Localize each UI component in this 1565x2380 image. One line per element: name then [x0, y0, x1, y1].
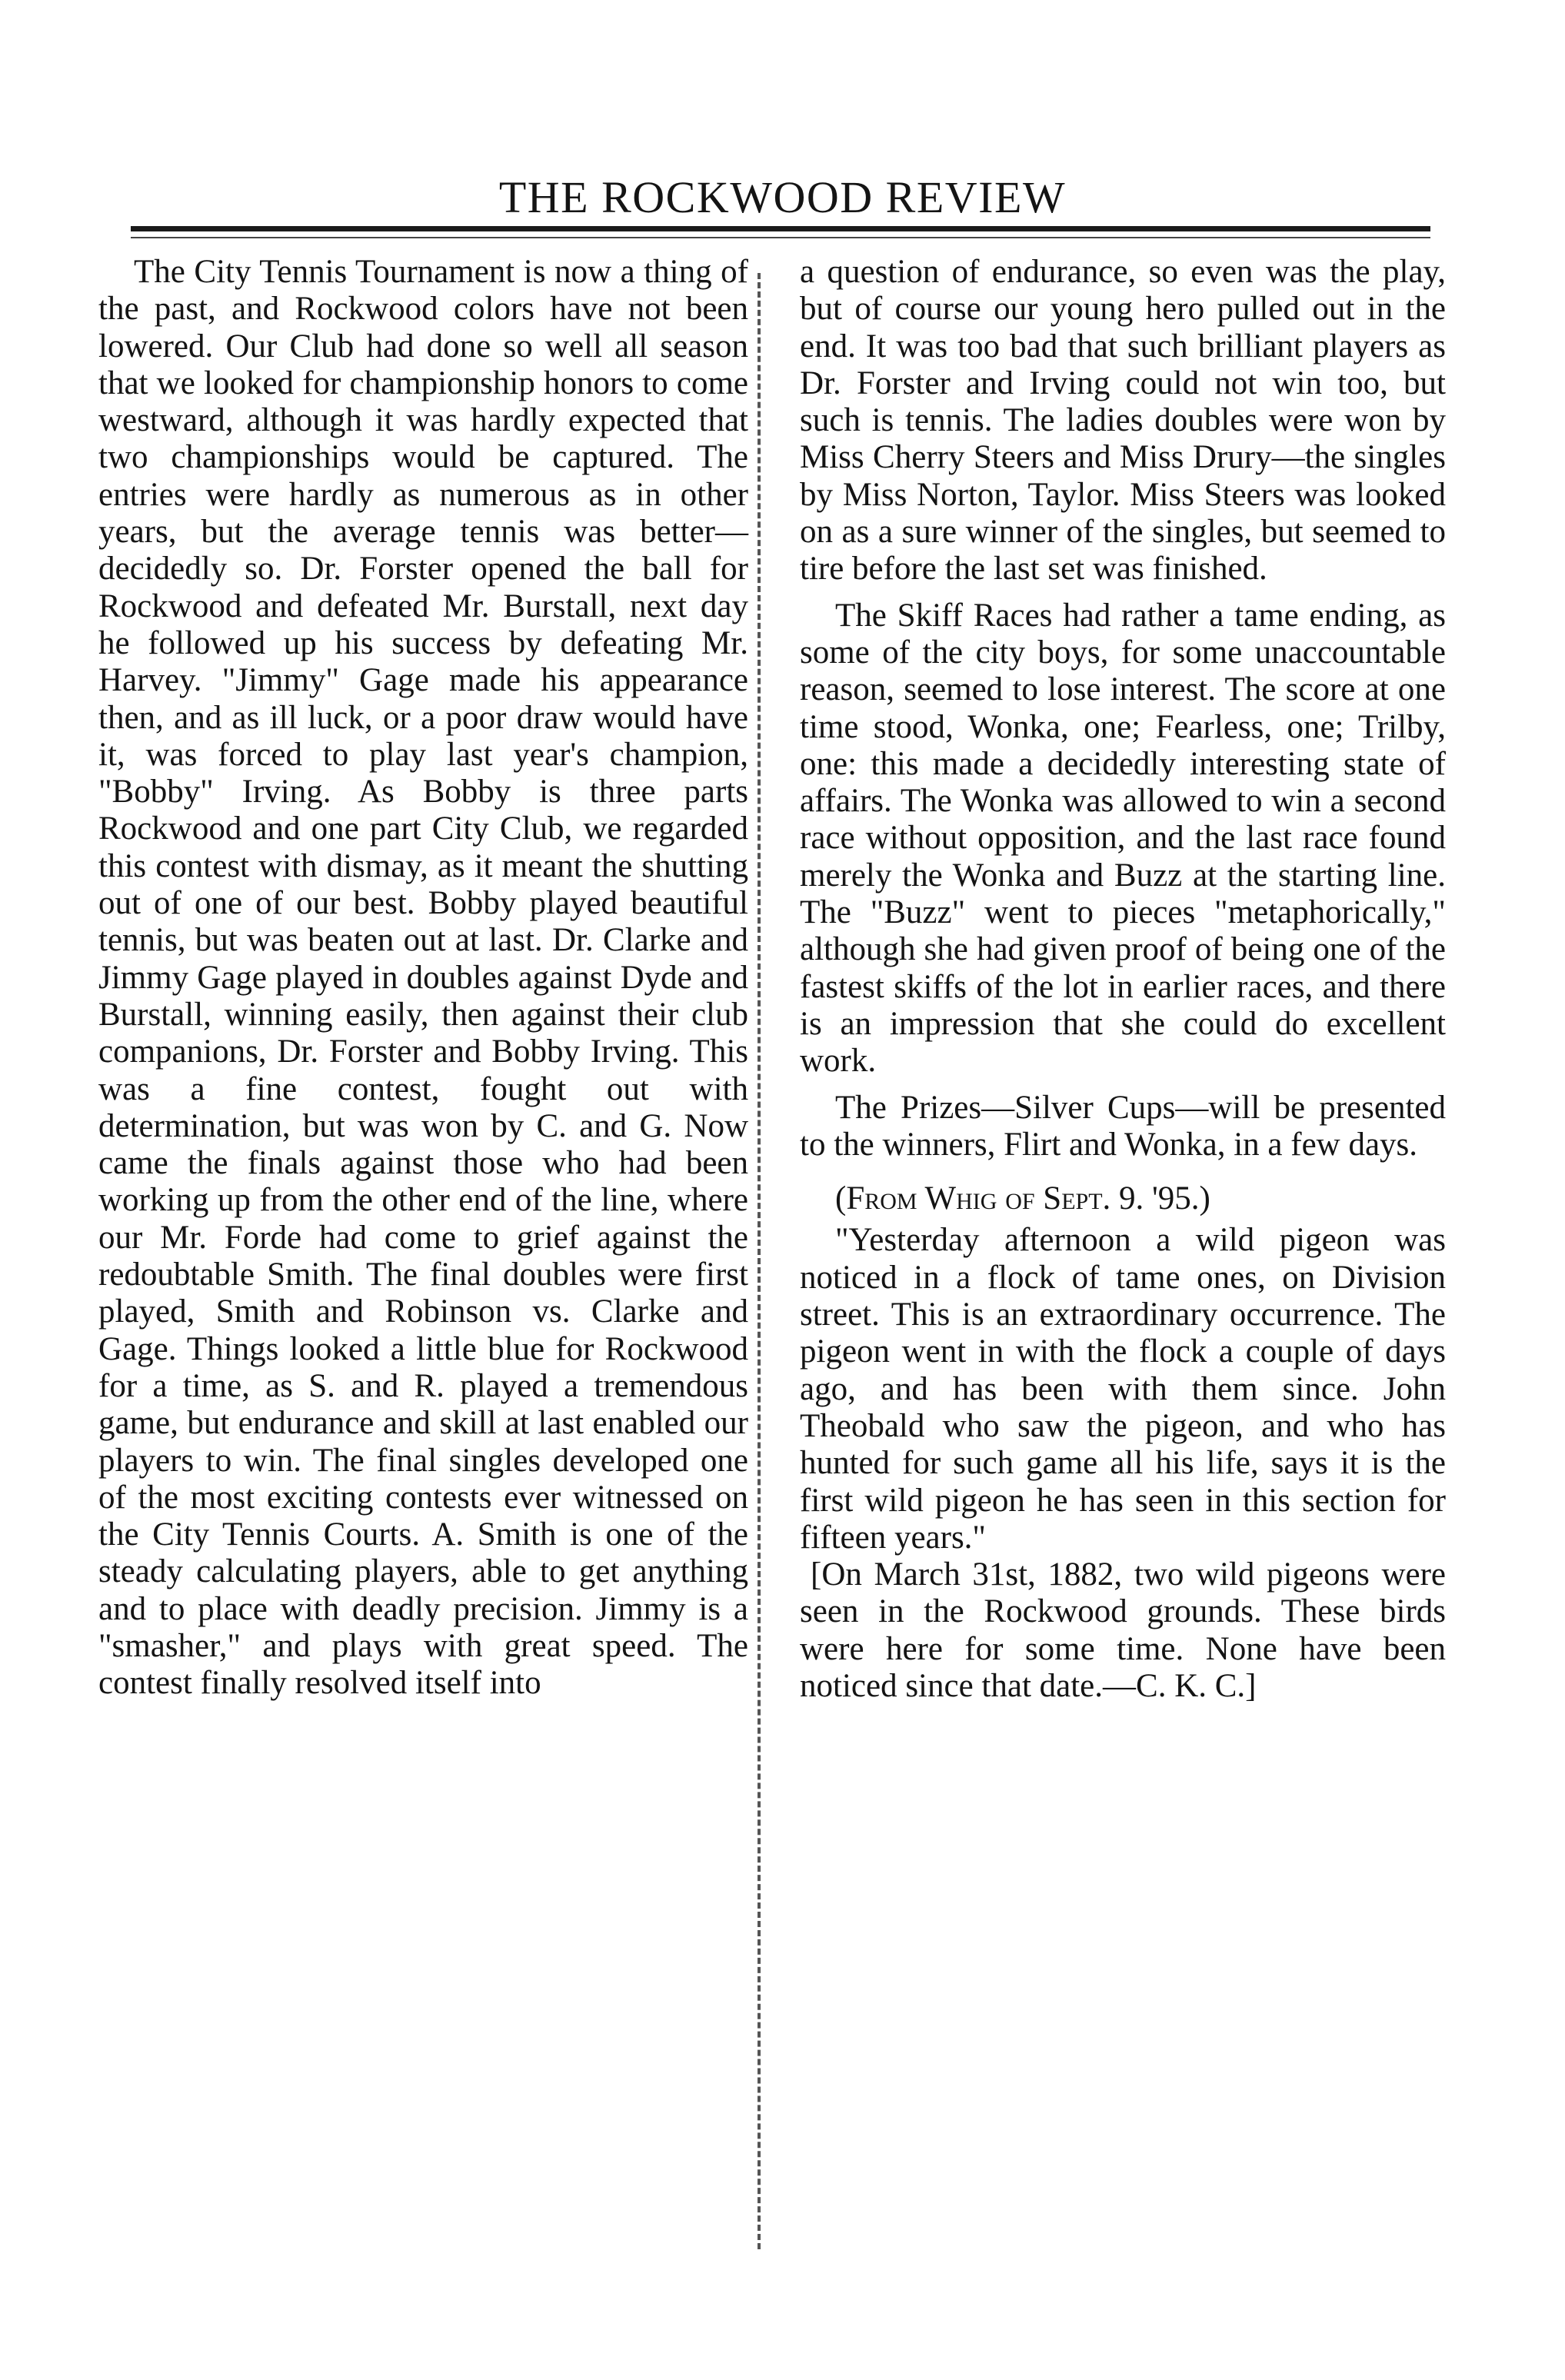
skiff-races-paragraph: The Skiff Races had rather a tame ending, as some of the city boys, for some unaccountable reason, seemed to lose interest. The score at one time stood, Wonka, one; Fearless, one; Trilby, one: this made a decidedly interesting state of affairs. The Wonka was allowed to win a second race without opposition, and the last race found merely the Wonka and Buzz at the starting line. The "Buzz" went to pieces "metaphorically," although she had given proof of being one of the fastest skiffs of the lot in earlier races, and there is an impression that she could do excellent work.	[800, 597, 1446, 1080]
right-column	[800, 254, 1446, 1705]
header-rule-thin	[131, 237, 1430, 238]
page-header: THE ROCKWOOD REVIEW	[498, 172, 1067, 222]
left-column	[98, 254, 748, 1703]
column-divider	[758, 273, 761, 2249]
header-rule-thick	[131, 226, 1430, 231]
tennis-continuation-paragraph: a question of endurance, so even was the play, but of course our young hero pulled out in the end. It was too bad that such brilliant players as Dr. Forster and Irving could not win too, but such is tennis. The ladies doubles were won by Miss Cherry Steers and Miss Drury—the singles by Miss Norton, Taylor. Miss Steers was looked on as a sure winner of the singles, but seemed to tire before the last set was finished.	[800, 254, 1446, 588]
tennis-paragraph: The City Tennis Tournament is now a thing of the past, and Rockwood colors have not been lowered. Our Club had done so well all season that we looked for championship honors to come westward, although it was hardly expected that two championships would be captured. The entries were hardly as numerous as in other years, but the average tennis was better—decidedly so. Dr. Forster opened the ball for Rockwood and defeated Mr. Burstall, next day he followed up his success by defeating Mr. Harvey. "Jimmy" Gage made his appearance then, and as ill luck, or a poor draw would have it, was forced to play last year's champion, "Bobby" Irving. As Bobby is three parts Rockwood and one part City Club, we regarded this contest with dismay, as it meant the shutting out of one of our best. Bobby played beautiful tennis, but was beaten out at last. Dr. Clarke and Jimmy Gage played in doubles against Dyde and Burstall, winning easily, then against their club companions, Dr. Forster and Bobby Irving. This was a fine contest, fought out with determination, but was won by C. and G. Now came the finals against those who had been working up from the other end of the line, where our Mr. Forde had come to grief against the redoubtable Smith. The final doubles were first played, Smith and Robinson vs. Clarke and Gage. Things looked a little blue for Rockwood for a time, as S. and R. played a tremendous game, but endurance and skill at last enabled our players to win. The final singles developed one of the most exciting contests ever witnessed on the City Tennis Courts. A. Smith is one of the steady calculating players, able to get anything and to place with deadly precision. Jimmy is a "smasher," and plays with great speed. The contest finally resolved itself into	[98, 254, 748, 1702]
prizes-paragraph: The Prizes—Silver Cups—will be presented to the winners, Flirt and Wonka, in a few days.	[800, 1089, 1446, 1163]
pigeon-quote-paragraph: "Yesterday afternoon a wild pigeon was noticed in a flock of tame ones, on Division street. This is an extraordinary occurrence. The pigeon went in with the flock a couple of days ago, and has been with them since. John Theobald who saw the pigeon, and who has hunted for such game all his life, says it is the first wild pigeon he has seen in this section for fifteen years."	[800, 1222, 1446, 1556]
source-line: (From Whig of Sept. 9. '95.)	[835, 1180, 1210, 1217]
editor-note-paragraph: [On March 31st, 1882, two wild pigeons were seen in the Rockwood grounds. These birds were here for some time. None have been noticed since that date.—C. K. C.]	[800, 1556, 1446, 1704]
